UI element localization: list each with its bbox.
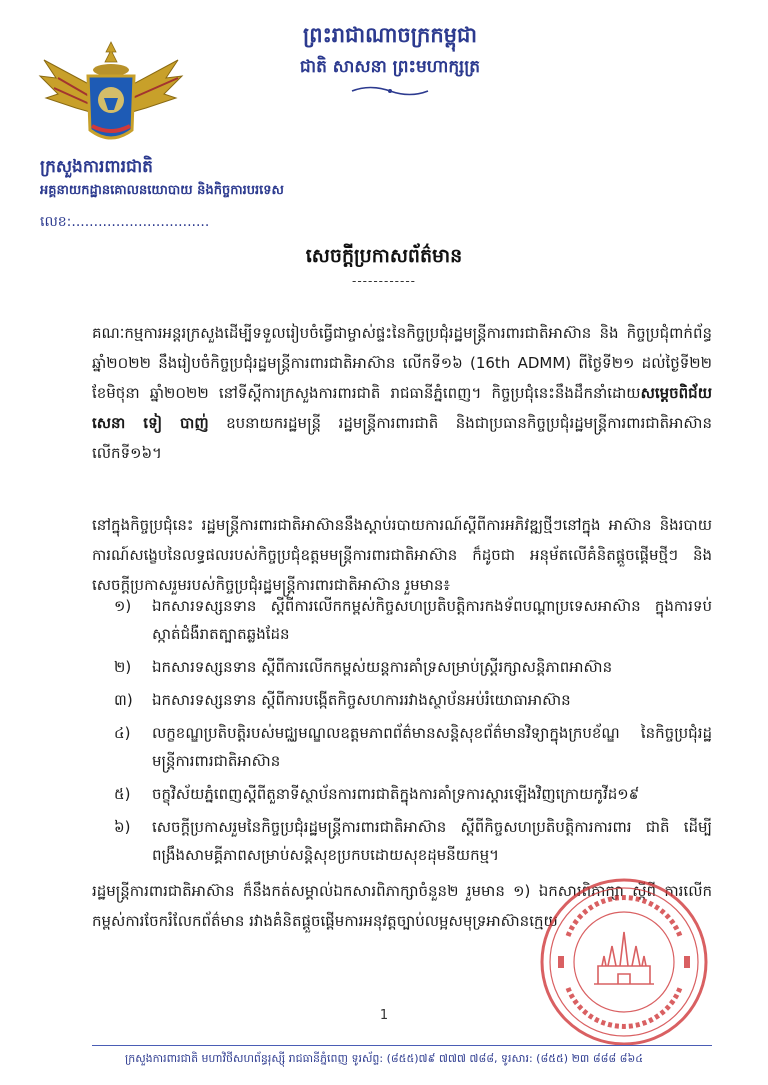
list-item (92, 719, 712, 775)
footer-address: ក្រសួងការពារជាតិ មហាវិថីសហព័ន្ធរុស្ស៊ី រាជធានីភ្នំពេញ ទូរស័ព្ទ: (៨៥៥)៧៩ ៧៧៧ ៧៨៨, ទូរសារ: (៨៥៥) ២៣ ៨៨៨ ៨៦៤ (124, 1052, 644, 1065)
reference-number: លេខ:............................... (40, 214, 210, 230)
list-item-number: ៣) (114, 691, 133, 709)
list-item-text: ឯកសារទស្សនទាន ស្តីពីការបង្កើតកិច្ចសហការរវាងស្ថាប័នអប់រំយោធាអាស៊ាន (152, 691, 571, 709)
paragraph-intro-text-end: ឧបនាយករដ្ឋមន្ត្រី រដ្ឋមន្ត្រីការពារជាតិ និងជាប្រធានកិច្ចប្រជុំរដ្ឋមន្ត្រីការពារជាតិអាស៊ាន លើកទី១៦។ (92, 414, 712, 462)
list-item-number: ៦) (114, 818, 131, 836)
footer-divider (92, 1045, 712, 1046)
ministry-emblem-logo (36, 38, 186, 150)
list-item-text: ឯកសារទស្សនទាន ស្តីពីការលើកកម្ពស់យន្តការគាំទ្រសម្រាប់ស្ត្រីរក្សាសន្តិភាពអាស៊ាន (152, 658, 613, 676)
kingdom-heading: ព្រះរាជាណាចក្រកម្ពុជា (302, 22, 477, 47)
list-item (92, 686, 712, 714)
list-item (92, 592, 712, 648)
list-item-number: ៥) (114, 785, 131, 803)
page-number: 1 (379, 1008, 389, 1023)
list-item (92, 813, 712, 869)
list-item-number: ២) (114, 658, 132, 676)
paragraph-agenda: នៅក្នុងកិច្ចប្រជុំនេះ រដ្ឋមន្ត្រីការពារជាតិអាស៊ាននឹងស្តាប់របាយការណ៍ស្តីពីការអភិវឌ្ឍថ្មីៗនៅក្នុង អាស៊ាន និងរបាយការណ៍សង្ខេបនៃលទ្ធផលរបស់កិច្ចប្រជុំឧត្តមមន្ត្រីការពារជាតិអាស៊ាន ក៏ដូចជា អនុម័តលើគំនិតផ្តួចផ្តើមថ្មីៗ និងសេចក្តីប្រកាសរួមរបស់កិច្ចប្រជុំរដ្ឋមន្ត្រីការពារជាតិអាស៊ាន រួមមាន៖ (92, 516, 712, 594)
chair-name: សម្តេចពិជ័យសេនា ទៀ បាញ់ (92, 384, 712, 432)
title-underline: ------------ (352, 274, 416, 288)
paragraph-discussion-papers: រដ្ឋមន្ត្រីការពារជាតិអាស៊ាន ក៏នឹងកត់សម្គាល់ឯកសារពិភាក្សាចំនួន២ រួមមាន ១) ឯកសារពិភាក្សា ស្តីពី ការលើកកម្ពស់ការចែករំលែកព័ត៌មាន រវាងគំនិតផ្តួចផ្តើមការអនុវត្តច្បាប់លម្អសមុទ្រអាស៊ានក្មេយ (92, 882, 712, 930)
department-name: អគ្គនាយកដ្ឋានគោលនយោបាយ និងកិច្ចការបរទេស (40, 183, 284, 198)
document-title: សេចក្តីប្រកាសព័ត៌មាន (305, 245, 463, 267)
motto-flourish-icon (350, 86, 430, 96)
list-item-text: ឯកសារទស្សនទាន ស្តីពីការលើកកម្ពស់កិច្ចសហប្រតិបត្តិការកងទ័ពបណ្តាប្រទេសអាស៊ាន ក្នុងការទប់ស្កាត់ជំងឺរាតត្បាតឆ្លងដែន (152, 597, 712, 643)
paragraph-intro (92, 318, 712, 468)
paragraph-intro-text: គណៈកម្មការអន្តរក្រសួងដើម្បីទទួលរៀបចំធ្វើជាម្ចាស់ផ្ទះនៃកិច្ចប្រជុំរដ្ឋមន្ត្រីការពារជាតិអាស៊ាន និង កិច្ចប្រជុំពាក់ព័ន្ធឆ្នាំ២០២២ នឹងរៀបចំកិច្ចប្រជុំរដ្ឋមន្ត្រីការពារជាតិអាស៊ាន លើកទី១៦ (16th ADMM) ពីថ្ងៃទី២១ ដល់ថ្ងៃទី២២ ខែមិថុនា ឆ្នាំ២០២២ នៅទីស្តីការក្រសួងការពារជាតិ រាជធានីភ្នំពេញ។ កិច្ចប្រជុំនេះនឹងដឹកនាំដោយ (92, 324, 712, 402)
list-item-text: លក្ខខណ្ឌប្រតិបត្តិរបស់មជ្ឈមណ្ឌលឧត្តមភាពព័ត៌មានសន្តិសុខព័ត៌មានវិទ្យាក្នុងក្របខ័ណ្ឌ នៃកិច្ចប្រជុំរដ្ឋមន្ត្រីការពារជាតិអាស៊ាន (152, 724, 712, 770)
list-item-text: សេចក្តីប្រកាសរួមនៃកិច្ចប្រជុំរដ្ឋមន្ត្រីការពារជាតិអាស៊ាន ស្តីពីកិច្ចសហប្រតិបត្តិការការពារ ជាតិ ដើម្បីពង្រឹងសាមគ្គីភាពសម្រាប់សន្តិសុខប្រកបដោយសុខដុមនីយកម្ម។ (152, 818, 712, 864)
ministry-name: ក្រសួងការពារជាតិ (40, 157, 153, 177)
list-item-number: ៤) (114, 724, 131, 742)
list-item-text: ចក្ខុវិស័យភ្នំពេញស្តីពីតួនាទីស្ថាប័នការពារជាតិក្នុងការគាំទ្រការស្តារឡើងវិញក្រោយកូវីដ១៩ (152, 785, 640, 803)
national-motto: ជាតិ សាសនា ព្រះមហាក្សត្រ (299, 57, 481, 77)
list-item (92, 780, 712, 808)
list-item (92, 653, 712, 681)
outcome-list (92, 592, 712, 874)
list-item-number: ១) (114, 597, 132, 615)
